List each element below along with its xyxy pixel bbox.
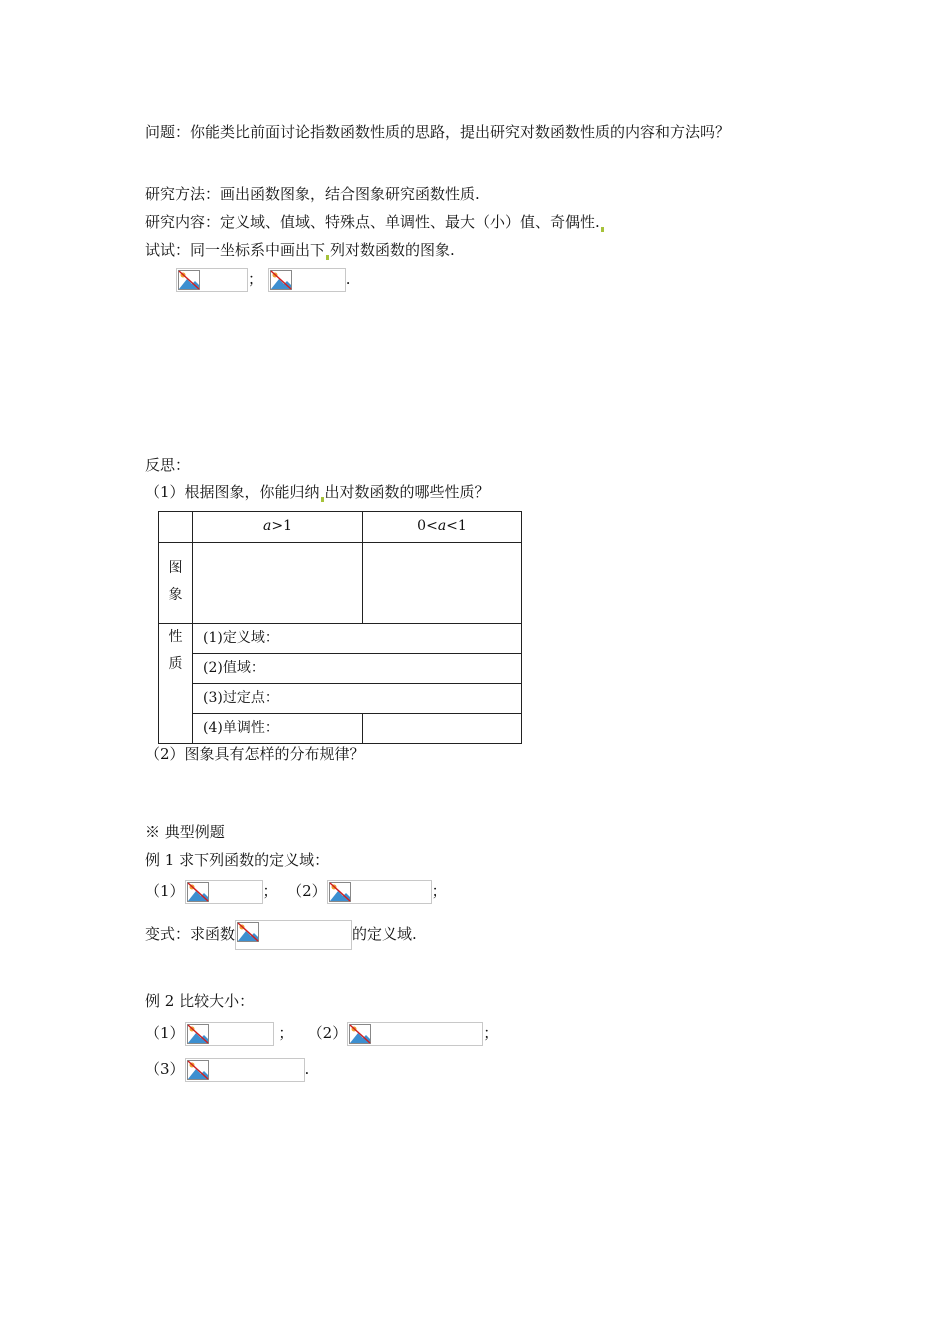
domain-cell: (1)定义域：	[193, 624, 522, 654]
graph-label-2: 象	[168, 587, 183, 603]
reflect-q1-a: （1）根据图象，你能归纳	[145, 483, 320, 501]
try-label-b: 列对数函数的图象.	[330, 241, 455, 259]
corner-cell	[159, 512, 193, 543]
broken-image-icon	[187, 1060, 209, 1080]
content-label: 研究内容：定义域、值域、特殊点、单调性、最大（小）值、奇偶性.	[145, 213, 600, 231]
formula-image-1	[176, 268, 248, 292]
range-cell: (2)值域：	[193, 654, 522, 684]
variant-suffix: 的定义域.	[352, 925, 417, 943]
reflect-q2: （2）图象具有怎样的分布规律？	[145, 745, 365, 763]
formula-image-3	[185, 880, 263, 904]
broken-image-icon	[187, 1024, 209, 1044]
marker-dot	[326, 255, 329, 260]
separator: ；	[431, 882, 447, 900]
var-a: a	[263, 518, 272, 534]
formula-image-8	[185, 1058, 305, 1082]
header-a-between	[363, 512, 522, 543]
graph-cell-a-between	[363, 543, 522, 624]
variant-line	[145, 920, 417, 950]
separator: ；	[483, 1024, 499, 1042]
example2-item3	[145, 1058, 309, 1082]
separator: ；	[262, 882, 278, 900]
variant-label: 变式：求函数	[145, 925, 236, 943]
example1-title: 例 1 求下列函数的定义域：	[145, 851, 330, 869]
header-pre: 0<	[417, 518, 438, 534]
example2-items	[145, 1022, 498, 1046]
try-label-a: 试试：同一坐标系中画出下	[145, 241, 326, 259]
question-text: 问题：你能类比前面讨论指数函数性质的思路，提出研究对数函数性质的内容和方法吗？	[145, 123, 731, 141]
broken-image-icon	[270, 270, 292, 290]
reflect-title: 反思：	[145, 456, 191, 474]
fixed-point-cell: (3)过定点：	[193, 684, 522, 714]
properties-table	[158, 511, 522, 744]
formula-image-7	[347, 1022, 483, 1046]
graph-label-1: 图	[168, 560, 183, 576]
marker-dot	[321, 497, 324, 502]
period: .	[304, 1060, 310, 1078]
property-label-1: 性	[168, 629, 183, 645]
monotonic-cell-a-gt-1: (4)单调性：	[193, 714, 363, 744]
broken-image-icon	[237, 922, 259, 942]
item-number: （2）	[287, 882, 327, 900]
formula-image-2	[268, 268, 346, 292]
method-text: 研究方法：画出函数图象，结合图象研究函数性质.	[145, 185, 480, 203]
marker-dot	[601, 227, 604, 232]
header-rest: >1	[271, 518, 292, 534]
broken-image-icon	[329, 882, 351, 902]
item-number: （1）	[145, 1024, 185, 1042]
monotonic-cell-a-between	[363, 714, 522, 744]
try-text	[145, 240, 455, 260]
separator: ；	[248, 270, 264, 288]
item-number: （3）	[145, 1060, 185, 1078]
example2-title: 例 2 比较大小：	[145, 992, 255, 1010]
period: .	[345, 270, 351, 288]
try-formulas	[176, 268, 351, 292]
graph-label	[159, 543, 193, 624]
content-text	[145, 212, 605, 232]
example1-items	[145, 880, 447, 904]
broken-image-icon	[349, 1024, 371, 1044]
item-number: （2）	[307, 1024, 348, 1042]
graph-cell-a-gt-1	[193, 543, 363, 624]
property-label	[159, 624, 193, 744]
formula-image-6	[185, 1022, 274, 1046]
examples-title: ※ 典型例题	[145, 823, 225, 841]
header-rest: <1	[446, 518, 467, 534]
reflect-q1-b: 出对数函数的哪些性质？	[324, 483, 490, 501]
var-a: a	[437, 518, 447, 534]
broken-image-icon	[187, 882, 209, 902]
broken-image-icon	[178, 270, 200, 290]
header-a-gt-1	[193, 512, 363, 543]
reflect-q1	[145, 482, 490, 502]
separator: ；	[278, 1024, 294, 1042]
formula-image-4	[327, 880, 432, 904]
property-label-2: 质	[168, 656, 183, 672]
item-number: （1）	[145, 882, 185, 900]
formula-image-5	[235, 920, 352, 950]
